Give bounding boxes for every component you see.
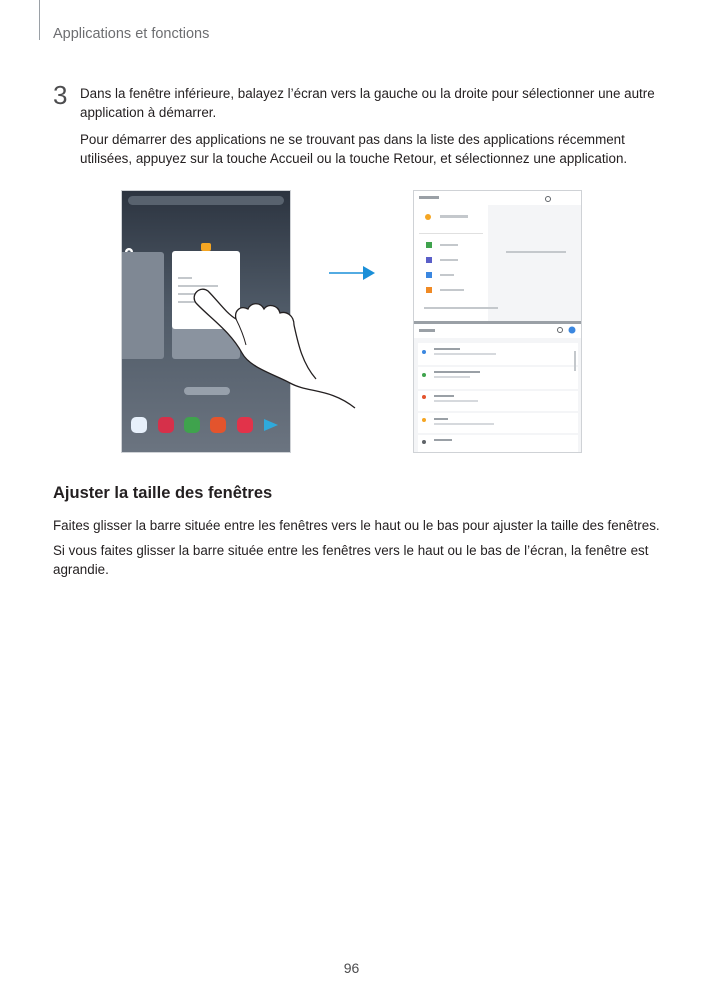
- step-paragraph-1: Dans la fenêtre inférieure, balayez l’écran vers la gauche ou la droite pour sélectionner une autre application à démarrer.: [80, 86, 655, 120]
- section-paragraph-1: Faites glisser la barre située entre les fenêtres vers le haut ou le bas pour ajuster la taille des fenêtres.: [53, 518, 660, 533]
- volume-icon: [422, 373, 426, 377]
- person-icon: [569, 327, 576, 334]
- step-number: 3: [53, 80, 68, 110]
- page-number: 96: [343, 960, 360, 976]
- hand-pointer-icon: [190, 283, 360, 413]
- wifi-icon: [422, 350, 426, 354]
- section-paragraph-2: Si vous faites glisser la barre située entre les fenêtres vers le haut ou le bas de l’écran, la fenêtre est agrandie.: [53, 543, 649, 577]
- screenshot-split-screen: [413, 190, 582, 453]
- header-title: Applications et fonctions: [53, 26, 210, 42]
- header-rule: [39, 0, 40, 40]
- section-title: Ajuster la taille des fenêtres: [53, 484, 273, 502]
- arrow-right-icon: [329, 263, 377, 283]
- step-paragraph-2: Pour démarrer des applications ne se trouvant pas dans la liste des applications récemment utilisées, appuyez sur la touche Accueil ou la touche Retour, et sélectionnez une application.: [80, 132, 628, 166]
- split-screen-illustration: [414, 191, 581, 452]
